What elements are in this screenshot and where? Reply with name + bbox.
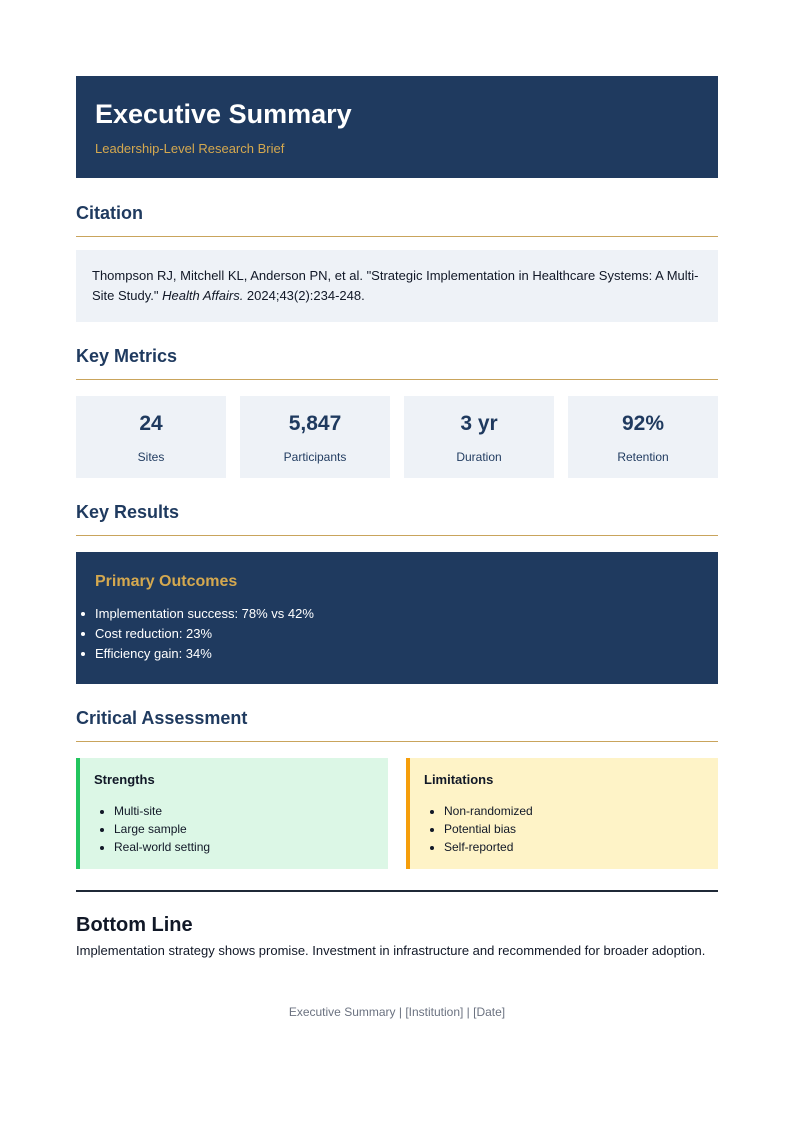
- page-title: Executive Summary: [95, 99, 352, 129]
- page-footer: Executive Summary | [Institution] | [Date]: [288, 1005, 506, 1019]
- metrics-row: [76, 396, 718, 478]
- metric-value: 24: [139, 412, 163, 435]
- metric-label: Retention: [617, 450, 669, 464]
- citation-authors-title: Thompson RJ, Mitchell KL, Anderson PN, et al. "Strategic Implementation in Healthcare Systems: A Multi-Site Study.": [92, 268, 699, 303]
- metric-card-retention: [568, 396, 718, 478]
- list-item: • Multi-site: [114, 802, 388, 820]
- metric-value: 92%: [621, 412, 665, 435]
- critical-assessment-heading: Critical Assessment: [76, 707, 718, 742]
- list-item: • Real-world setting: [114, 838, 388, 856]
- list-item: • Potential bias: [444, 820, 718, 838]
- list-item: Cost reduction: 23%: [95, 624, 699, 644]
- bottom-line-title: Bottom Line: [76, 914, 193, 936]
- citation-journal: Health Affairs.: [162, 288, 244, 303]
- list-item: • Self-reported: [444, 838, 718, 856]
- limitations-title: Limitations: [424, 772, 494, 787]
- limitations-list: [424, 802, 718, 856]
- strengths-box: [76, 758, 388, 869]
- metric-label: Sites: [137, 450, 165, 464]
- key-metrics-heading: Key Metrics: [76, 345, 718, 380]
- metric-label: Participants: [283, 450, 347, 464]
- header-banner: [76, 76, 718, 178]
- citation-volume: 2024;43(2):234-248.: [243, 288, 365, 303]
- citation-box: [76, 250, 718, 322]
- metric-card-participants: [240, 396, 390, 478]
- primary-outcomes-box: [76, 552, 718, 684]
- outcomes-list: [95, 604, 699, 664]
- list-item: • Non-randomized: [444, 802, 718, 820]
- strengths-list: [94, 802, 388, 856]
- limitations-box: [406, 758, 718, 869]
- key-results-heading: Key Results: [76, 501, 718, 536]
- citation-heading: Citation: [76, 202, 718, 237]
- list-item: Efficiency gain: 34%: [95, 644, 699, 664]
- metric-card-duration: [404, 396, 554, 478]
- page-subtitle: Leadership-Level Research Brief: [95, 141, 285, 156]
- metric-value: 5,847: [288, 412, 342, 435]
- list-item: Implementation success: 78% vs 42%: [95, 604, 699, 624]
- metric-card-sites: [76, 396, 226, 478]
- section-divider: [76, 890, 718, 892]
- list-item: • Large sample: [114, 820, 388, 838]
- bottom-line-text: Implementation strategy shows promise. Investment in infrastructure and recommended for broader adoption.: [76, 943, 706, 958]
- primary-outcomes-title: Primary Outcomes: [95, 573, 238, 590]
- strengths-title: Strengths: [94, 772, 155, 787]
- metric-label: Duration: [456, 450, 502, 464]
- metric-value: 3 yr: [460, 412, 498, 435]
